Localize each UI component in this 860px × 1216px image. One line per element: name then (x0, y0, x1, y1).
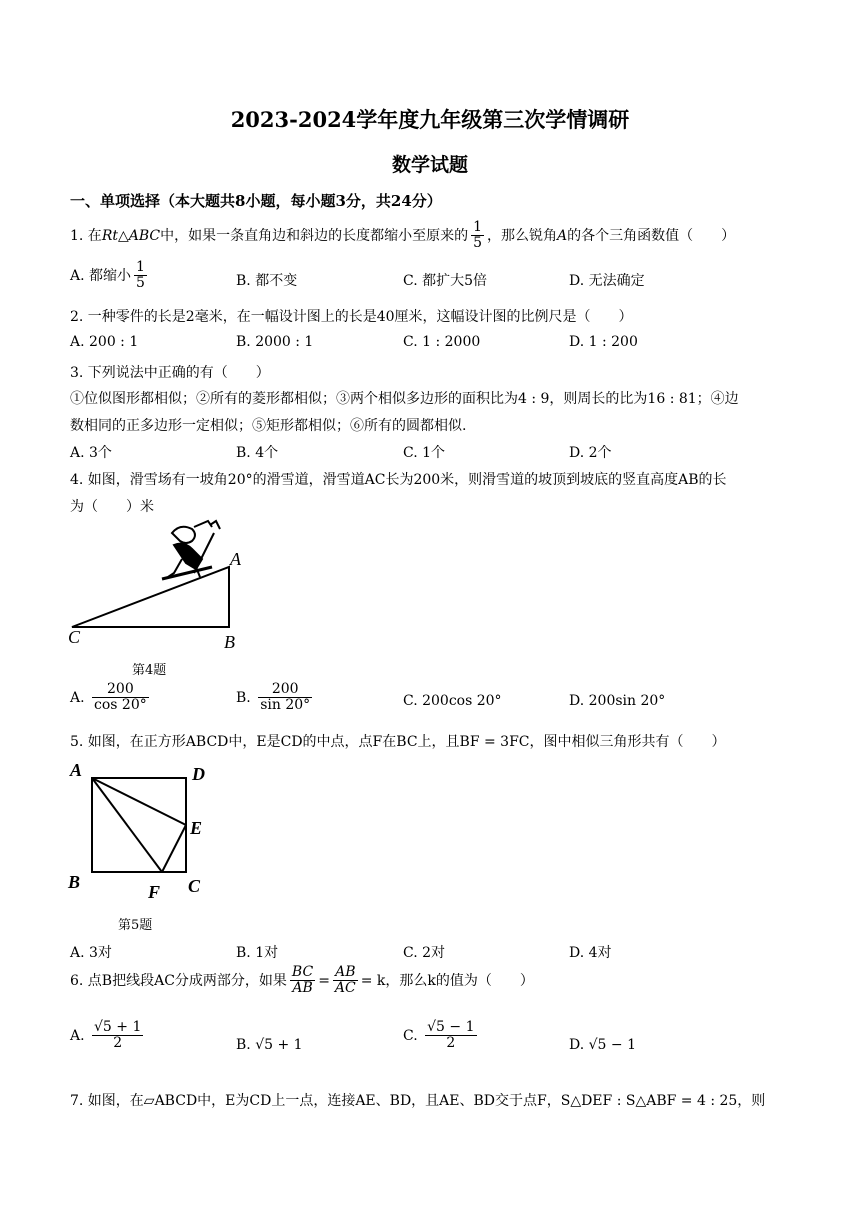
q5-option-b: B. 1对 (236, 945, 279, 961)
question-2: 2. 一种零件的长是2毫米，在一幅设计图上的长是40厘米，这幅设计图的比例尺是（ ） (70, 309, 633, 325)
q6-option-c: C. $\frac{√5 - 1}{2}$ (403, 1019, 475, 1052)
q5-option-c: C. 2对 (403, 945, 446, 961)
fig5-caption: 第5题 (118, 918, 153, 933)
q4-option-b: B. $\frac{200}{\sin 20^\circ}$ (236, 681, 311, 714)
q2-option-c: C. 1 : 2000 (403, 334, 481, 350)
question-5: 5. 如图，在正方形ABCD中，E是CD的中点，点F在BC上，且BF = 3FC，图中相似三角形共有（ ） (70, 734, 726, 750)
fig5-label-f: F (148, 882, 161, 902)
ski-slope-figure (64, 515, 254, 655)
square-figure (64, 758, 224, 906)
fig5-label-c: C (188, 876, 201, 896)
question-4-line2: 为（ ）米 (70, 499, 154, 515)
fig5-label-e: E (190, 818, 203, 838)
q1-option-c: C. 都扩大5倍 (403, 273, 488, 289)
fig5-label-d: D (192, 764, 205, 784)
q2-option-d: D. 1 : 200 (569, 334, 638, 350)
q3-statement-line1: ①位似图形都相似；②所有的菱形都相似；③两个相似多边形的面积比为4 : 9，则周长的比为16 : 81；④边 (70, 391, 739, 407)
q3-statement-line2: 数相同的正多边形一定相似；⑤矩形都相似；⑥所有的圆都相似. (70, 418, 467, 434)
question-6: 6. 点B把线段AC分成两部分，如果 $\frac{BC}{AB}$ = $\frac{AB}{AC}$ = k，那么k的值为（ ） (70, 964, 534, 997)
q3-option-d: D. 2个 (569, 445, 612, 461)
section-heading: 一、单项选择（本大题共8小题，每小题3分，共24分） (70, 192, 442, 210)
q1-option-b: B. 都不变 (236, 273, 298, 289)
q5-option-d: D. 4对 (569, 945, 612, 961)
fig5-label-b: B (68, 872, 81, 892)
question-4-line1: 4. 如图，滑雪场有一坡角20°的滑雪道，滑雪道AC长为200米，则滑雪道的坡顶到坡底的竖直高度AB的长 (70, 472, 727, 488)
q2-option-a: A. 200 : 1 (70, 334, 139, 350)
question-3: 3. 下列说法中正确的有（ ） (70, 365, 270, 381)
q4-option-d: D. 200sin 20° (569, 693, 666, 709)
q4-option-a: A. $\frac{200}{\cos 20^\circ}$ (70, 681, 147, 714)
question-1: 1. 在Rt△ABC中，如果一条直角边和斜边的长度都缩小至原来的 $\frac{1}{5}$ ，那么锐角A的各个三角函数值（ ） (70, 219, 736, 252)
page-title: 2023-2024学年度九年级第三次学情调研 (230, 107, 630, 132)
q4-option-c: C. 200cos 20° (403, 693, 502, 709)
q3-option-c: C. 1个 (403, 445, 446, 461)
q6-option-a: A. $\frac{√5 + 1}{2}$ (70, 1019, 142, 1052)
q3-option-b: B. 4个 (236, 445, 279, 461)
fig4-label-a: A (230, 549, 241, 569)
q6-option-b: B. √5 + 1 (236, 1037, 303, 1053)
fig4-label-c: C (68, 627, 81, 647)
q2-option-b: B. 2000 : 1 (236, 334, 314, 350)
skier-icon (162, 521, 220, 579)
q5-option-a: A. 3对 (70, 945, 112, 961)
q6-option-d: D. √5 − 1 (569, 1037, 636, 1053)
question-7: 7. 如图，在▱ABCD中，E为CD上一点，连接AE、BD，且AE、BD交于点F，S△DEF : S△ABF = 4 : 25，则 (70, 1093, 766, 1109)
fig4-caption: 第4题 (132, 663, 167, 678)
q1-option-d: D. 无法确定 (569, 273, 645, 289)
q1-option-a: A. 都缩小 $\frac{1}{5}$ (70, 259, 145, 292)
q3-option-a: A. 3个 (70, 445, 112, 461)
page-subtitle: 数学试题 (391, 154, 468, 176)
fig4-label-b: B (224, 632, 235, 652)
fig5-label-a: A (70, 760, 83, 780)
